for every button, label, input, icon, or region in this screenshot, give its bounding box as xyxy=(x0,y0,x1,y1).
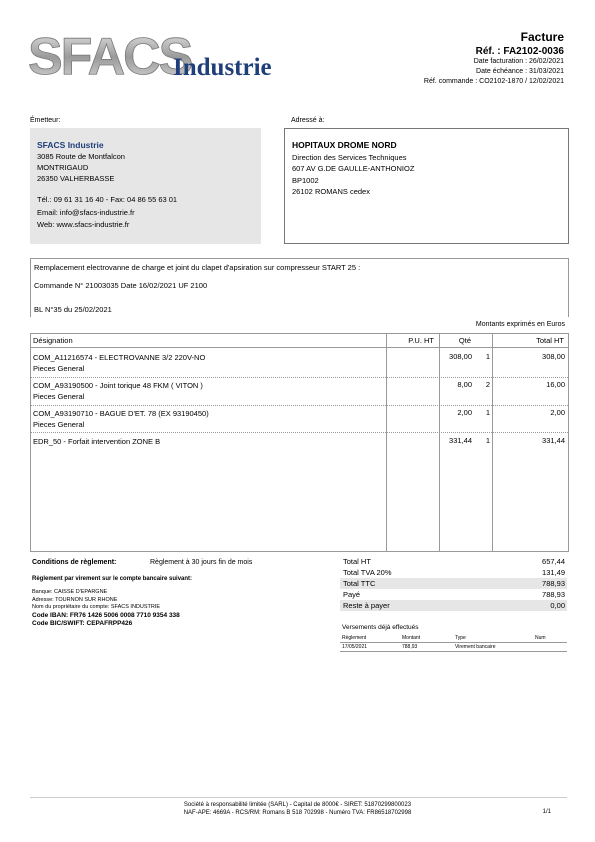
payments-header-type: Type xyxy=(455,635,466,641)
payment-terms-label: Conditions de règlement: xyxy=(32,559,117,566)
payments-row xyxy=(340,643,567,652)
payments-title: Versements déjà effectués xyxy=(342,624,419,631)
issuer-website: Web: www.sfacs-industrie.fr xyxy=(37,220,130,229)
bank-details xyxy=(32,589,282,628)
recipient-name: HOPITAUX DROME NORD xyxy=(292,140,397,150)
issuer-label: Émetteur: xyxy=(30,117,61,124)
row-separator xyxy=(31,377,568,378)
items-table xyxy=(30,333,569,552)
date-facturation: Date facturation : 26/02/2021 xyxy=(473,58,564,65)
invoice-description xyxy=(30,258,569,317)
intro-line-3: BL N°35 du 25/02/2021 xyxy=(34,305,112,314)
total-paid-value: 788,93 xyxy=(542,590,565,599)
row-quantity: 1 xyxy=(485,408,490,417)
recipient-box xyxy=(284,128,569,244)
recipient-line-4: 26102 ROMANS cedex xyxy=(292,187,370,196)
payment-date: 17/05/2021 xyxy=(342,644,368,650)
footer-divider xyxy=(30,797,567,798)
payments-header xyxy=(340,634,567,643)
payments-header-reglement: Règlement xyxy=(342,635,367,641)
total-tva xyxy=(340,567,567,578)
currency-note: Montants exprimés en Euros xyxy=(475,321,565,328)
row-quantity: 1 xyxy=(485,352,490,361)
payment-amount: 788,93 xyxy=(402,644,418,650)
recipient-line-1: Direction des Services Techniques xyxy=(292,153,407,162)
row-unit-price: 331,44 xyxy=(449,436,472,445)
row-total: 331,44 xyxy=(542,436,565,445)
ref-commande: Réf. commande : CO2102-1870 / 12/02/2021 xyxy=(423,78,564,85)
issuer-phone: Tél.: 09 61 31 16 40 - Fax: 04 86 55 63 01 xyxy=(37,195,178,204)
recipient-line-3: BP1002 xyxy=(292,176,319,185)
row-unit-price: 8,00 xyxy=(457,380,472,389)
company-logo xyxy=(28,30,288,86)
total-ht-value: 657,44 xyxy=(542,557,565,566)
date-echeance: Date échéance : 31/03/2021 xyxy=(476,68,564,75)
total-ttc xyxy=(340,578,567,589)
bic-swift: Code BIC/SWIFT: CEPAFRPP426 xyxy=(32,619,133,627)
total-ht xyxy=(340,556,567,567)
row-quantity: 1 xyxy=(485,436,490,445)
invoice-header xyxy=(424,30,564,87)
total-paid xyxy=(340,589,567,600)
row-designation: COM_A93190500 - Joint torique 48 FKM ( VITON ) xyxy=(33,381,203,390)
footer-legal-2: NAF-APE: 4669A - RCS/RM: Romans B 518 702998 - Numéro TVA: FR86518702998 xyxy=(183,810,412,816)
row-separator xyxy=(31,432,568,433)
footer-legal-1: Société à responsabilité limitée (SARL) - Capital de 8000€ - SIRET: 51870299800023 xyxy=(183,802,412,808)
header-qty: Qté xyxy=(458,336,471,345)
col-divider-pu xyxy=(386,334,387,551)
row-separator xyxy=(31,405,568,406)
payments-header-montant: Montant xyxy=(402,635,421,641)
row-total: 16,00 xyxy=(546,380,565,389)
page-number: 1/1 xyxy=(542,809,551,815)
row-unit-price: 308,00 xyxy=(449,352,472,361)
row-quantity: 2 xyxy=(485,380,490,389)
invoice-title: Facture xyxy=(520,30,564,44)
logo-sfacs-text: SFACS xyxy=(28,30,192,86)
total-remaining-value: 0,00 xyxy=(550,601,565,610)
issuer-email: Email: info@sfacs-industrie.fr xyxy=(37,208,135,217)
header-rule xyxy=(31,347,568,348)
recipient-label: Adressé à: xyxy=(291,117,325,124)
issuer-address-1: 3085 Route de Montfalcon xyxy=(37,152,125,161)
header-total: Total HT xyxy=(536,336,564,345)
row-designation: COM_A93190710 - BAGUE D'ET. 78 (EX 93190450) xyxy=(33,409,209,418)
bank-name: Banque: CAISSE D'EPARGNE xyxy=(32,589,108,595)
payment-type: Virement bancaire xyxy=(455,644,496,650)
total-tva-value: 131,49 xyxy=(542,568,565,577)
recipient-line-2: 607 AV G.DE GAULLE-ANTHONIOZ xyxy=(292,164,415,173)
bank-transfer-title: Règlement par virement sur le compte bancaire suivant: xyxy=(32,576,193,582)
total-ttc-value: 788,93 xyxy=(542,579,565,588)
total-ht-label: Total HT xyxy=(343,557,371,566)
issuer-box xyxy=(30,128,261,244)
row-category: Pieces General xyxy=(33,364,85,373)
total-tva-label: Total TVA 20% xyxy=(343,568,392,577)
intro-line-2: Commande N° 21003035 Date 16/02/2021 UF 2100 xyxy=(34,281,208,290)
intro-line-1: Remplacement electrovanne de charge et joint du clapet d'apsiration sur compresseur START 25 : xyxy=(34,263,361,272)
header-designation: Désignation xyxy=(33,336,73,345)
payments-header-num: Num xyxy=(535,635,546,641)
row-designation: COM_A11216574 - ELECTROVANNE 3/2 220V-NO xyxy=(33,353,206,362)
payment-terms-value: Règlement à 30 jours fin de mois xyxy=(150,559,253,566)
iban: Code IBAN: FR76 1426 5006 0008 7710 9354 338 xyxy=(32,611,180,619)
issuer-name: SFACS Industrie xyxy=(37,140,104,150)
invoice-ref: Réf. : FA2102-0036 xyxy=(475,46,564,57)
row-total: 2,00 xyxy=(550,408,565,417)
totals-block xyxy=(340,556,567,611)
bank-address: Adresse: TOURNON SUR RHONE xyxy=(32,596,118,603)
payments-table xyxy=(340,634,567,652)
total-remaining xyxy=(340,600,567,611)
row-designation: EDR_50 - Forfait intervention ZONE B xyxy=(33,437,161,446)
total-ttc-label: Total TTC xyxy=(343,579,376,588)
total-remaining-label: Reste à payer xyxy=(343,601,390,610)
row-total: 308,00 xyxy=(542,352,565,361)
account-owner: Nom du propriétaire du compte: SFACS INDUSTRIE xyxy=(32,604,161,610)
row-unit-price: 2,00 xyxy=(457,408,472,417)
row-category: Pieces General xyxy=(33,420,85,429)
total-paid-label: Payé xyxy=(343,590,361,599)
header-pu: P.U. HT xyxy=(408,336,434,345)
issuer-address-2: MONTRIGAUD xyxy=(37,163,89,172)
row-category: Pieces General xyxy=(33,392,85,401)
logo-industrie-text: Industrie xyxy=(173,54,272,81)
issuer-address-3: 26350 VALHERBASSE xyxy=(37,174,115,183)
col-divider-total xyxy=(492,334,493,551)
